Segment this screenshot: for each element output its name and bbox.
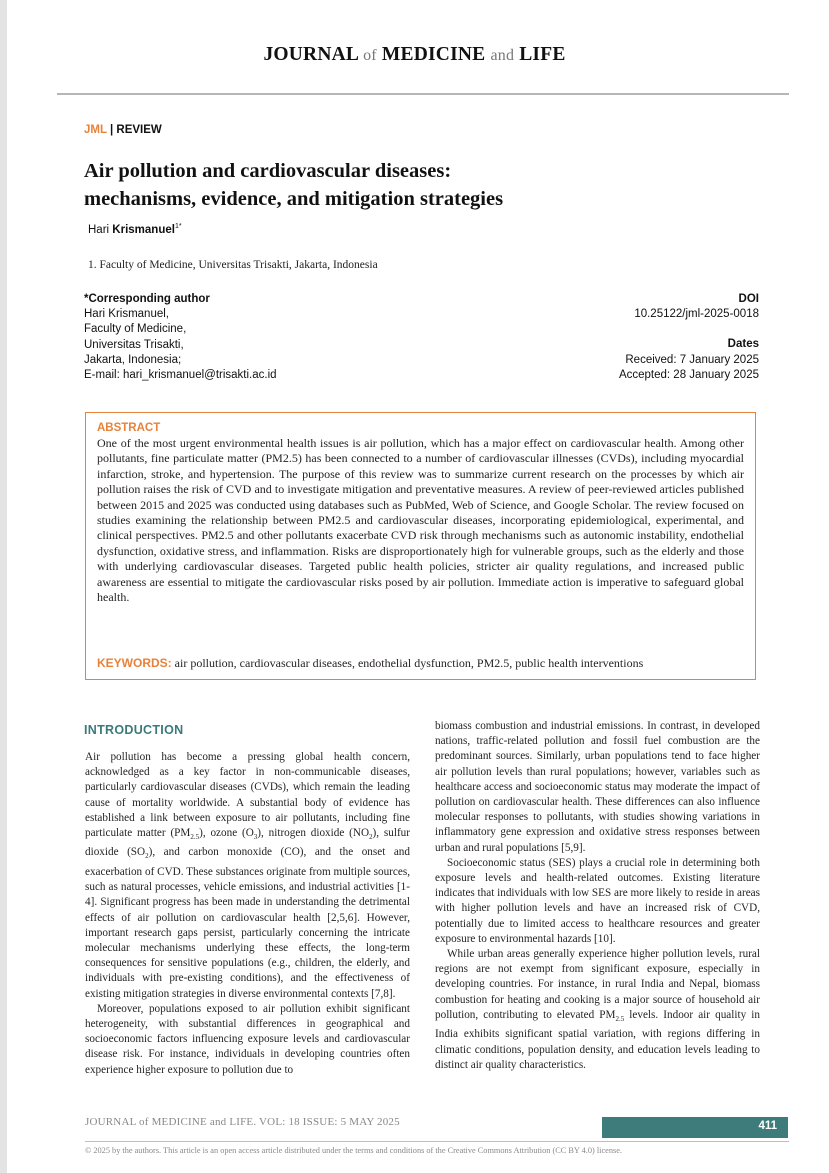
author-affiliation-mark: 1*	[174, 223, 182, 230]
doi-value[interactable]: 10.25122/jml-2025-0018	[634, 308, 759, 321]
section-name: REVIEW	[116, 124, 162, 136]
article-meta	[619, 292, 759, 383]
affiliation: 1. Faculty of Medicine, Universitas Trisakti, Jakarta, Indonesia	[88, 259, 378, 271]
abstract-box	[85, 412, 756, 680]
doi-label: DOI	[738, 293, 759, 305]
author-first-name: Hari	[88, 223, 110, 236]
corresponding-line: Jakarta, Indonesia;	[84, 353, 182, 366]
footer-rule	[85, 1141, 789, 1142]
masthead-word-of: of	[363, 47, 377, 64]
intro-paragraph-4: While urban areas generally experience higher pollution levels, rural regions are not exempt from significant exposure, especially in developing countries. For instance, in rural India and Nepal, biomass combustion for heating and cooking is a major source of household air pollution, contributing to elevated $PM_{2.5}$ levels. Indoor air quality in India exhibits significant spatial variation, with regions differing in climatic conditions, population density, and education levels leading to distinct air quality characteristics.	[435, 948, 760, 1071]
corresponding-line: Hari Krismanuel,	[84, 308, 169, 321]
page-number: 411	[758, 1120, 777, 1132]
introduction-heading: INTRODUCTION	[84, 723, 184, 737]
keywords-text: air pollution, cardiovascular diseases, endothelial dysfunction, PM2.5, public health interventions	[174, 656, 644, 670]
page-edge-strip	[0, 0, 7, 1173]
corresponding-heading: *Corresponding author	[84, 293, 210, 305]
masthead-word-life: LIFE	[519, 44, 566, 65]
header-rule	[57, 93, 789, 95]
intro-paragraph-3: Socioeconomic status (SES) plays a crucial role in determining both exposure levels and health-related outcomes. Existing literature indicates that individuals with low SES are more likely to reside in areas with higher pollution levels and have an increased risk of CVD, potentially due to limited access to healthcare resources and greater exposure to environmental hazards [10].	[435, 856, 760, 945]
intro-paragraph-2-continued: biomass combustion and industrial emissions. In contrast, in developed nations, traffic-related pollution and fossil fuel combustion are the predominant sources. Similarly, urban populations tend to face higher air pollution levels than rural populations; however, variables such as healthcare access and socioeconomic status may moderate the impact of pollution on cardiovascular health. These differences can also influence molecular responses to pollutants, with studies showing variations in inflammatory gene expression and oxidative stress responses between urban and rural populations [5,9].	[435, 720, 760, 854]
body-column-left	[85, 750, 410, 1078]
title-line-2: mechanisms, evidence, and mitigation strategies	[84, 188, 504, 210]
abstract-heading: ABSTRACT	[97, 422, 161, 434]
title-line-1: Air pollution and cardiovascular diseases:	[84, 160, 452, 182]
corresponding-line: Universitas Trisakti,	[84, 338, 184, 351]
intro-paragraph-2: Moreover, populations exposed to air pollution exhibit significant heterogeneity, with substantial differences in geographical and socioeconomic factors influencing exposure levels and cardiovascular disease risk. For instance, individuals in developing countries often experience higher exposure to pollution due to	[85, 1002, 410, 1076]
accepted-date: Accepted: 28 January 2025	[618, 368, 759, 381]
masthead-word-journal: JOURNAL	[263, 44, 359, 65]
author-last-name: Krismanuel	[112, 223, 175, 236]
page-number-box	[602, 1117, 788, 1138]
dates-label: Dates	[727, 338, 759, 351]
corresponding-author-block	[84, 292, 277, 383]
received-date: Received: 7 January 2025	[625, 353, 759, 366]
keywords-label: KEYWORDS:	[97, 656, 172, 670]
section-tag	[84, 124, 162, 136]
license-text: © 2025 by the authors. This article is an open access article distributed under the terms and conditions of the Creative Commons Attribution (CC BY 4.0) license.	[85, 1146, 622, 1155]
section-separator: |	[106, 124, 117, 136]
masthead-word-and: and	[490, 47, 515, 64]
corresponding-line: Faculty of Medicine,	[84, 323, 187, 336]
article-title	[84, 157, 764, 213]
masthead-word-medicine: MEDICINE	[381, 44, 486, 65]
section-prefix: JML	[84, 124, 107, 136]
footer-journal-info: JOURNAL of MEDICINE and LIFE. VOL: 18 ISSUE: 5 MAY 2025	[85, 1116, 400, 1128]
corresponding-email[interactable]: E-mail: hari_krismanuel@trisakti.ac.id	[84, 369, 277, 382]
abstract-text: One of the most urgent environmental health issues is air pollution, which has a major effect on cardiovascular health. Among other pollutants, fine particulate matter (PM2.5) has been connected to a number of cardiovascular illnesses (CVDs), including myocardial infarction, stroke, and hypertension. The purpose of this review was to summarize current research on the processes by which air pollution raises the risk of CVD and to investigate mitigation and preventative measures. A review of peer-reviewed articles published between 2015 and 2025 was conducted using databases such as PubMed, Web of Science, and Google Scholar. The review focused on studies examining the relationship between PM2.5 and cardiovascular diseases, incorporating epidemiological, experimental, and clinical perspectives. PM2.5 and other pollutants exacerbate CVD risk through mechanisms such as autonomic instability, endothelial dysfunction, oxidative stress, and inflammation. Risks are disproportionately high for vulnerable groups, such as the elderly and those with underlying cardiovascular diseases. Targeted public health policies, stricter air quality regulations, and increased public awareness are essential to mitigate the cardiovascular risks posed by air pollution. Immediate action is imperative to safeguard global health.	[97, 436, 744, 605]
keywords-line	[97, 656, 643, 671]
intro-paragraph-1: Air pollution has become a pressing global health concern, acknowledged as a key factor in non-communicable diseases, particularly cardiovascular diseases (CVDs), which remain the leading cause of mortality worldwide. A substantial body of evidence has established a link between exposure to air pollutants, including fine particulate matter $(PM_{2.5})$, ozone $(O_3)$, nitrogen dioxide $(NO_2)$, sulfur dioxide $(SO_2)$, and carbon monoxide (CO), and the onset and exacerbation of CVD. These substances originate from multiple sources, such as natural processes, vehicle emissions, and industrial activities [1-4]. Significant progress has been made in understanding the detrimental effects of air pollution on cardiovascular health [2,5,6]. However, important research gaps persist, particularly concerning the intricate molecular mechanisms underlying these effects, the long-term consequences for sensitive populations (e.g., children, the elderly, and individuals with pre-existing conditions), and the effectiveness of existing mitigation strategies in diverse environmental contexts [7,8].	[85, 751, 410, 1000]
author-line	[88, 223, 182, 236]
journal-masthead	[0, 44, 829, 66]
body-column-right	[435, 719, 760, 1073]
